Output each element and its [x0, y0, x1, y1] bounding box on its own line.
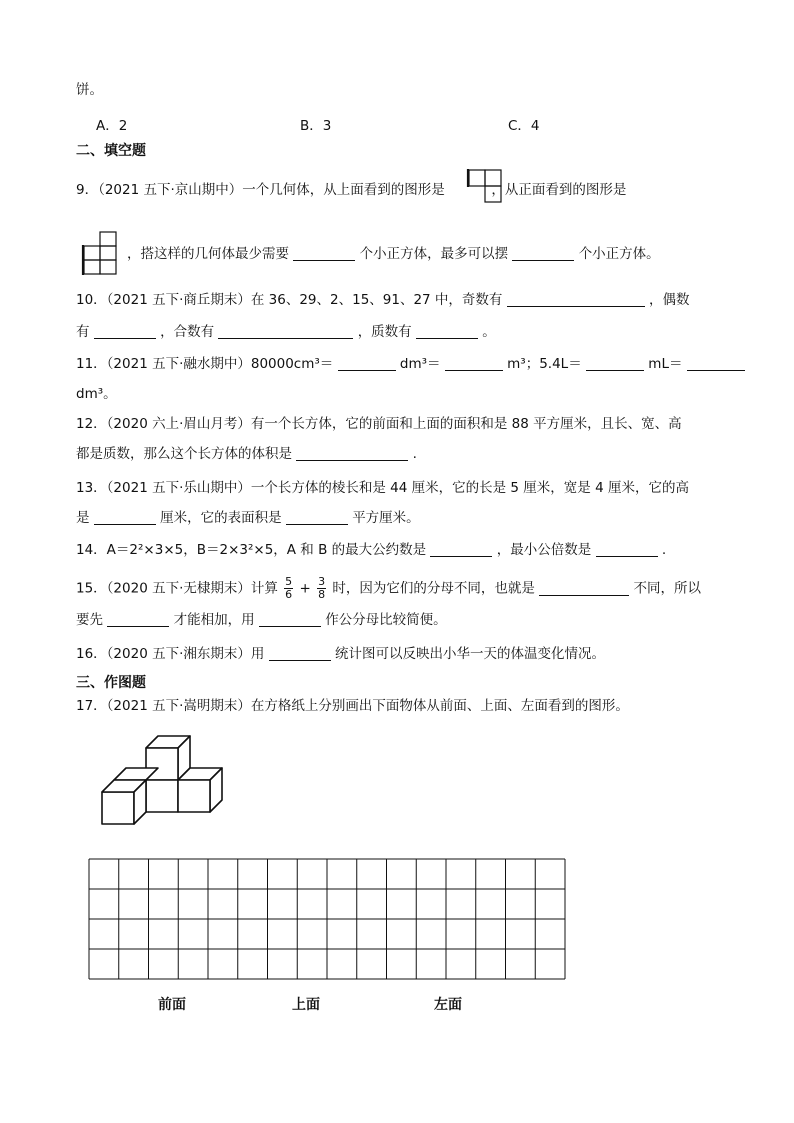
question-17: 17．（2021 五下·嵩明期末）在方格纸上分别画出下面物体从前面、上面、左面看到的图形。 — [76, 698, 629, 714]
option-b: B．3 — [300, 118, 332, 134]
answer-blank[interactable] — [94, 324, 156, 339]
answer-blank[interactable] — [338, 356, 396, 371]
answer-blank[interactable] — [430, 542, 492, 557]
top-view-shape-icon — [466, 166, 506, 214]
answer-blank[interactable] — [507, 292, 645, 307]
option-a: A．2 — [96, 118, 128, 134]
answer-blank[interactable] — [512, 246, 574, 261]
question-11-line2: dm³。 — [76, 386, 117, 402]
answer-blank[interactable] — [296, 446, 408, 461]
intro-tail: 饼。 — [76, 82, 103, 98]
question-15-line2: 要先 才能相加，用 作公分母比较简便。 — [76, 612, 447, 628]
answer-blank[interactable] — [269, 646, 331, 661]
answer-blank[interactable] — [293, 246, 355, 261]
fraction-5-6: $\frac{5}{6}$ — [285, 575, 293, 601]
label-left-view: 左面 — [434, 997, 462, 1013]
question-11-line1: 11．（2021 五下·融水期中）80000cm³＝ dm³＝ m³；5.4L＝ mL＝ — [76, 354, 745, 374]
question-12-line2: 都是质数，那么这个长方体的体积是 . — [76, 446, 417, 462]
answer-blank[interactable] — [286, 510, 348, 525]
label-front-view: 前面 — [158, 997, 186, 1013]
question-12-line1: 12．（2020 六上·眉山月考）有一个长方体，它的前面和上面的面积和是 88 平方厘米，且长、宽、高 — [76, 416, 682, 432]
cube-stack-figure — [96, 732, 228, 828]
answer-blank[interactable] — [445, 356, 503, 371]
answer-blank[interactable] — [259, 612, 321, 627]
answer-blank[interactable] — [596, 542, 658, 557]
answer-blank[interactable] — [416, 324, 478, 339]
question-10-line2: 有 ，合数有 ，质数有 。 — [76, 324, 496, 340]
front-view-shape-icon — [80, 228, 120, 278]
question-9-line2: ，搭这样的几何体最少需要 个小正方体，最多可以摆 个小正方体。 — [127, 246, 660, 262]
question-9-line1: 9．（2021 五下·京山期中）一个几何体，从上面看到的图形是 ，从正面看到的图形是 — [76, 182, 627, 198]
question-10-line1: 10．（2021 五下·商丘期末）在 36、29、2、15、91、27 中，奇数有 ，偶数 — [76, 292, 690, 308]
section-title-drawing: 三、作图题 — [76, 675, 146, 691]
answer-blank[interactable] — [218, 324, 353, 339]
question-16: 16．（2020 五下·湘东期末）用 统计图可以反映出小华一天的体温变化情况。 — [76, 646, 605, 662]
answer-blank[interactable] — [539, 581, 629, 596]
label-top-view: 上面 — [292, 997, 320, 1013]
question-14: 14．A＝2²×3×5，B＝2×3²×5，A 和 B 的最大公约数是 ，最小公倍数是 . — [76, 542, 667, 558]
answer-blank[interactable] — [586, 356, 644, 371]
question-13-line1: 13．（2021 五下·乐山期中）一个长方体的棱长和是 44 厘米，它的长是 5 厘米，宽是 4 厘米，它的高 — [76, 480, 689, 496]
section-title-fill-blank: 二、填空题 — [76, 143, 146, 159]
question-15-line1: 15．（2020 五下·无棣期末）计算 $\frac{5}{6}$ + $\frac{3}{8}$ 时，因为它们的分母不同，也就是 不同，所以 — [76, 575, 701, 601]
answer-blank[interactable] — [687, 356, 745, 371]
question-13-line2: 是 厘米，它的表面积是 平方厘米。 — [76, 510, 420, 526]
drawing-grid[interactable] — [88, 858, 568, 982]
fraction-3-8: $\frac{3}{8}$ — [318, 575, 326, 601]
answer-blank[interactable] — [94, 510, 156, 525]
answer-blank[interactable] — [107, 612, 169, 627]
option-c: C．4 — [508, 118, 540, 134]
